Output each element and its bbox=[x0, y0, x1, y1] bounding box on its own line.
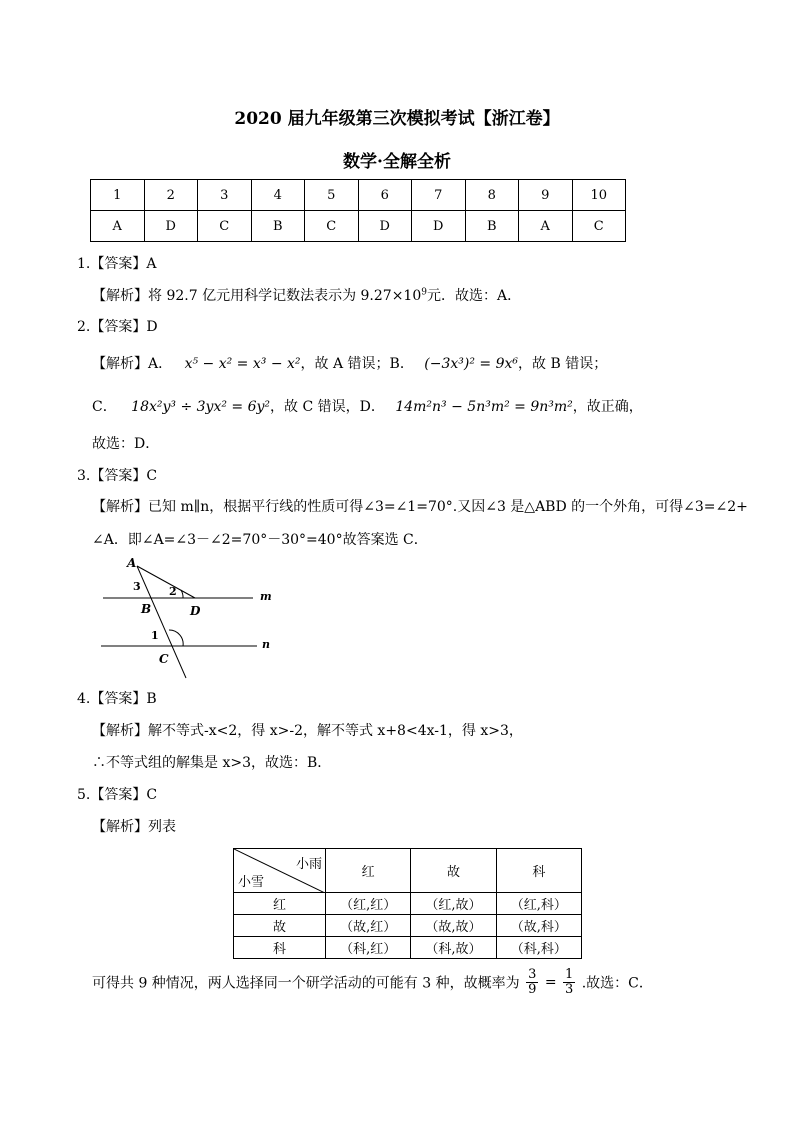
segment-ad bbox=[137, 566, 195, 598]
corner-bottom-label: 小雪 bbox=[238, 875, 265, 890]
question-number: 1 bbox=[91, 180, 145, 211]
column-header: 故 bbox=[411, 849, 496, 893]
question-number: 7 bbox=[412, 180, 466, 211]
q2-d-expression: 14m²n³ − 5n³m² = 9n³m² bbox=[395, 399, 573, 415]
q5-heading: 5.【答案】C bbox=[77, 787, 158, 803]
q3-line1: 【解析】已知 m∥n，根据平行线的性质可得∠3=∠1=70°.又因∠3 是△ABD 的一个外角，可得∠3=∠2+ bbox=[92, 499, 748, 515]
equals-sign: = bbox=[544, 974, 557, 991]
q1-analysis bbox=[92, 285, 521, 305]
q2-a-expression: x⁵ − x² = x³ − x² bbox=[184, 356, 301, 372]
answer-letter: C bbox=[198, 211, 252, 242]
q5-conclusion-text: 可得共 9 种情况，两人选择同一个研学活动的可能有 3 种，故概率为 bbox=[92, 975, 520, 992]
outcome-cell: （科,红） bbox=[326, 937, 411, 959]
outcome-cell: （红,故） bbox=[411, 893, 496, 915]
answer-letter: A bbox=[91, 211, 145, 242]
answer-letter-row bbox=[91, 211, 626, 242]
question-number: 5 bbox=[305, 180, 359, 211]
question-number: 4 bbox=[251, 180, 305, 211]
question-number: 9 bbox=[519, 180, 573, 211]
outcome-cell: （科,科） bbox=[496, 937, 581, 959]
q2-a-tail: ，故 A 错误；B． bbox=[300, 356, 414, 372]
outcome-row bbox=[234, 893, 582, 915]
answer-letter: B bbox=[465, 211, 519, 242]
q1-heading: 1.【答案】A bbox=[77, 256, 157, 272]
q4-heading: 4.【答案】B bbox=[77, 691, 157, 707]
q2-b-expression: (−3x³)² = 9x⁶ bbox=[424, 356, 519, 372]
outcome-header-row bbox=[234, 849, 582, 893]
q2-b-tail: ，故 B 错误； bbox=[518, 356, 608, 372]
diagonal-header-cell bbox=[234, 849, 326, 893]
angle-2-label: 2 bbox=[169, 585, 177, 598]
q1-analysis-text: 【解析】将 92.7 亿元用科学记数法表示为 9.27×10 bbox=[92, 288, 422, 304]
question-number: 2 bbox=[144, 180, 198, 211]
angle-3-label: 3 bbox=[133, 580, 141, 593]
page-title: 2020 届九年级第三次模拟考试【浙江卷】 bbox=[234, 109, 560, 129]
column-header: 科 bbox=[496, 849, 581, 893]
point-c-label: C bbox=[159, 652, 169, 666]
q4-line2: ∴不等式组的解集是 x>3，故选：B． bbox=[92, 755, 332, 771]
fraction-3-9 bbox=[526, 968, 538, 997]
answer-number-row bbox=[91, 180, 626, 211]
q2-c-tail: ，故 C 错误，D． bbox=[270, 399, 385, 415]
q3-line2: ∠A．即∠A=∠3－∠2=70°－30°=40°故答案选 C． bbox=[92, 532, 428, 548]
line-n-label: n bbox=[262, 638, 270, 651]
q5-label: 【解析】列表 bbox=[92, 819, 176, 835]
q2-c-label: C． bbox=[92, 399, 117, 415]
q1-analysis-tail: 元．故选：A． bbox=[426, 288, 522, 304]
q2-line1 bbox=[92, 353, 607, 373]
fraction-denominator: 3 bbox=[565, 982, 574, 997]
question-number: 10 bbox=[572, 180, 626, 211]
answer-letter: C bbox=[305, 211, 359, 242]
outcome-cell: （故,故） bbox=[411, 915, 496, 937]
page-subtitle: 数学·全解全析 bbox=[343, 152, 451, 172]
fraction-numerator: 1 bbox=[565, 967, 574, 982]
outcome-cell: （故,科） bbox=[496, 915, 581, 937]
q2-d-tail: ，故正确， bbox=[572, 399, 643, 415]
q4-line1: 【解析】解不等式-x<2，得 x>-2，解不等式 x+8<4x-1，得 x>3， bbox=[92, 723, 523, 739]
q2-c-expression: 18x²y³ ÷ 3yx² = 6y² bbox=[131, 399, 271, 415]
fraction-numerator: 3 bbox=[528, 967, 537, 982]
answer-letter: A bbox=[519, 211, 573, 242]
q5-conclusion bbox=[92, 968, 653, 997]
point-a-label: A bbox=[127, 556, 137, 570]
outcome-table bbox=[233, 848, 582, 959]
answer-table bbox=[90, 179, 626, 242]
point-b-label: B bbox=[141, 602, 152, 616]
outcome-cell: （故,红） bbox=[326, 915, 411, 937]
answer-letter: D bbox=[412, 211, 466, 242]
answer-letter: D bbox=[358, 211, 412, 242]
q1-exponent: 9 bbox=[421, 287, 427, 298]
line-m-label: m bbox=[260, 590, 272, 603]
row-header: 故 bbox=[234, 915, 326, 937]
question-number: 3 bbox=[198, 180, 252, 211]
outcome-row bbox=[234, 937, 582, 959]
outcome-cell: （红,科） bbox=[496, 893, 581, 915]
parallel-lines-figure bbox=[95, 552, 285, 682]
answer-letter: D bbox=[144, 211, 198, 242]
outcome-cell: （科,故） bbox=[411, 937, 496, 959]
angle-1-label: 1 bbox=[151, 629, 159, 642]
q2-heading: 2.【答案】D bbox=[77, 319, 158, 335]
row-header: 红 bbox=[234, 893, 326, 915]
q2-conclusion: 故选：D． bbox=[92, 436, 160, 452]
row-header: 科 bbox=[234, 937, 326, 959]
question-number: 8 bbox=[465, 180, 519, 211]
question-number: 6 bbox=[358, 180, 412, 211]
q3-heading: 3.【答案】C bbox=[77, 468, 158, 484]
answer-letter: C bbox=[572, 211, 626, 242]
q2-label: 【解析】A． bbox=[92, 356, 173, 372]
fraction-denominator: 9 bbox=[528, 982, 537, 997]
q2-line2 bbox=[92, 396, 643, 416]
outcome-cell: （红,红） bbox=[326, 893, 411, 915]
outcome-row bbox=[234, 915, 582, 937]
point-d-label: D bbox=[190, 604, 201, 618]
q5-conclusion-tail: .故选：C． bbox=[581, 975, 653, 992]
column-header: 红 bbox=[326, 849, 411, 893]
corner-top-label: 小雨 bbox=[295, 857, 322, 872]
fraction-1-3 bbox=[563, 968, 575, 997]
answer-letter: B bbox=[251, 211, 305, 242]
